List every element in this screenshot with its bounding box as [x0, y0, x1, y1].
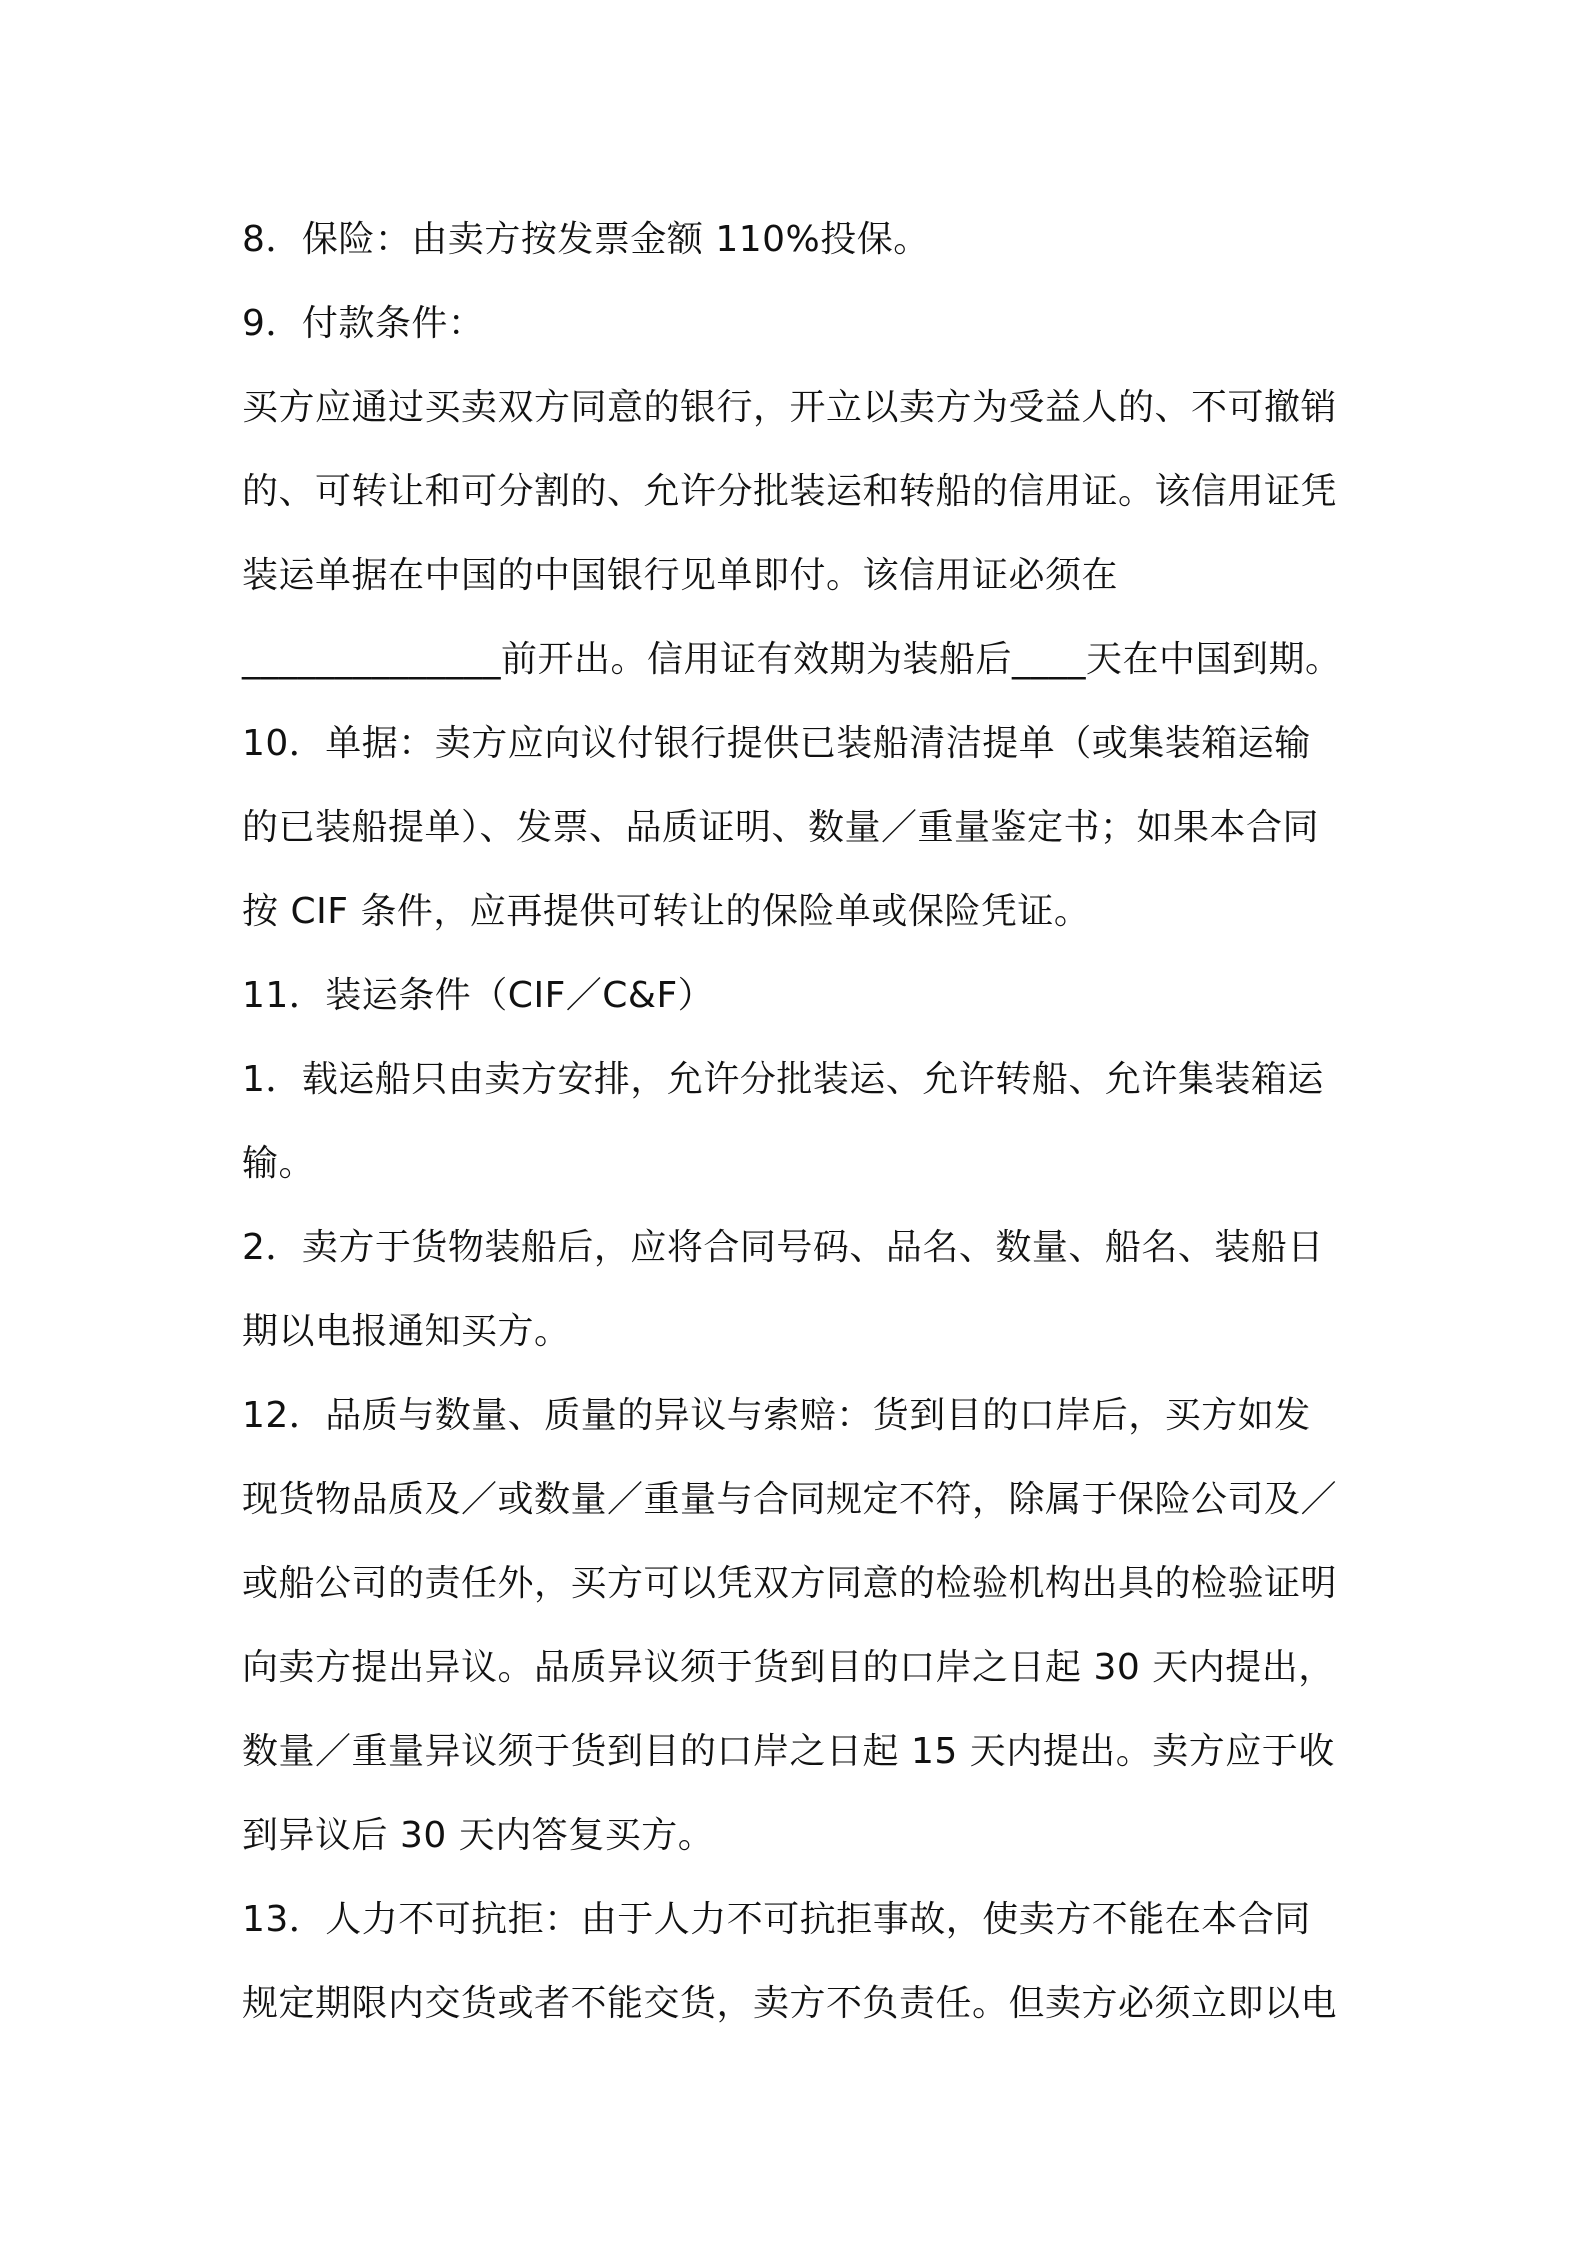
text-line: 向卖方提出异议。品质异议须于货到目的口岸之日起 30 天内提出， [242, 1647, 1335, 1688]
text-line: 或船公司的责任外，买方可以凭双方同意的检验机构出具的检验证明 [242, 1563, 1338, 1604]
text-line: 现货物品质及／或数量／重量与合同规定不符，除属于保险公司及／ [242, 1479, 1338, 1520]
text-line: ______________前开出。信用证有效期为装船后____天在中国到期。 [242, 639, 1342, 680]
text-line: 装运单据在中国的中国银行见单即付。该信用证必须在 [242, 555, 1119, 596]
text-line: 9．付款条件： [242, 303, 485, 344]
text-line: 2．卖方于货物装船后，应将合同号码、品名、数量、船名、装船日 [242, 1227, 1324, 1268]
text-line: 期以电报通知买方。 [242, 1311, 571, 1352]
text-line: 到异议后 30 天内答复买方。 [242, 1815, 715, 1856]
text-line: 规定期限内交货或者不能交货，卖方不负责任。但卖方必须立即以电 [242, 1983, 1338, 2024]
text-line: 11．装运条件（CIF／C&F） [242, 975, 715, 1016]
text-line: 12．品质与数量、质量的异议与索赔：货到目的口岸后，买方如发 [242, 1395, 1311, 1436]
text-line: 的、可转让和可分割的、允许分批装运和转船的信用证。该信用证凭 [242, 471, 1338, 512]
text-line: 1．载运船只由卖方安排，允许分批装运、允许转船、允许集装箱运 [242, 1059, 1324, 1100]
text-line: 8．保险：由卖方按发票金额 110%投保。 [242, 219, 930, 260]
text-line: 数量／重量异议须于货到目的口岸之日起 15 天内提出。卖方应于收 [242, 1731, 1335, 1772]
text-line: 买方应通过买卖双方同意的银行，开立以卖方为受益人的、不可撤销 [242, 387, 1338, 428]
text-line: 10．单据：卖方应向议付银行提供已装船清洁提单（或集装箱运输 [242, 723, 1311, 764]
text-line: 的已装船提单）、发票、品质证明、数量／重量鉴定书；如果本合同 [242, 807, 1320, 848]
text-line: 输。 [242, 1143, 316, 1184]
contract-text [242, 198, 1372, 2046]
text-line: 按 CIF 条件，应再提供可转让的保险单或保险凭证。 [242, 891, 1091, 932]
text-line: 13．人力不可抗拒：由于人力不可抗拒事故，使卖方不能在本合同 [242, 1899, 1311, 1940]
